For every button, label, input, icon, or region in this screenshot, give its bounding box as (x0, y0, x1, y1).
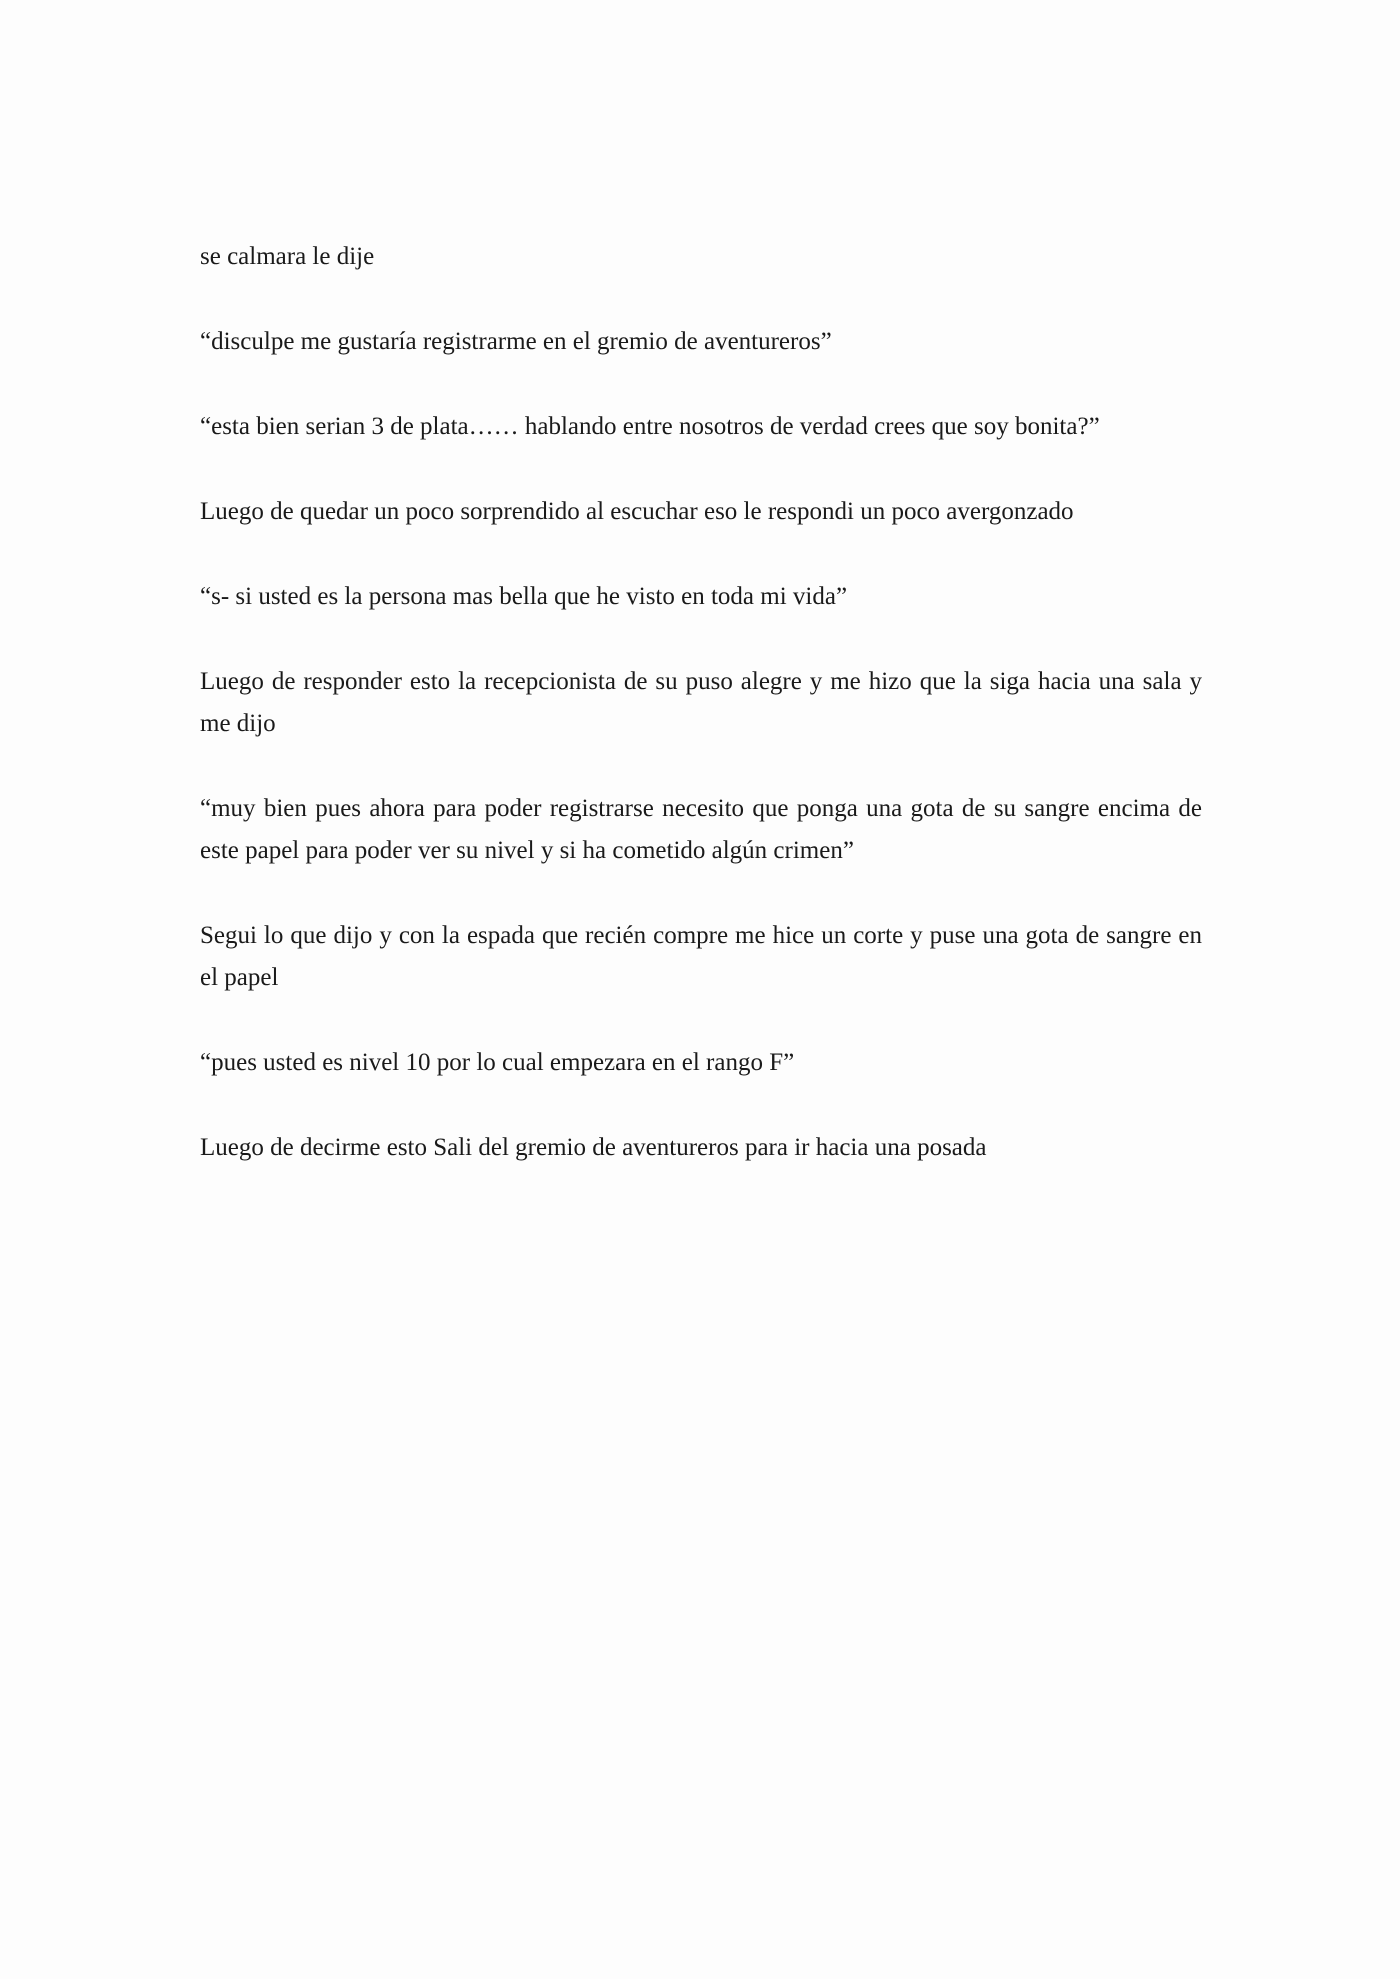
paragraph: “muy bien pues ahora para poder registrarse necesito que ponga una gota de su sangre encima de este papel para poder ver su nivel y si ha cometido algún crimen” (200, 795, 1202, 864)
paragraph: “s- si usted es la persona mas bella que he visto en toda mi vida” (200, 583, 848, 610)
paragraph: Luego de quedar un poco sorprendido al escuchar eso le respondi un poco avergonzado (200, 498, 1074, 525)
paragraph: se calmara le dije (200, 243, 375, 270)
document-body (200, 236, 1202, 1212)
paragraph: Segui lo que dijo y con la espada que recién compre me hice un corte y puse una gota de sangre en el papel (200, 922, 1202, 991)
paragraph: “disculpe me gustaría registrarme en el gremio de aventureros” (200, 328, 832, 355)
paragraph: Luego de decirme esto Sali del gremio de aventureros para ir hacia una posada (200, 1134, 987, 1161)
paragraph: “pues usted es nivel 10 por lo cual empezara en el rango F” (200, 1049, 795, 1076)
paragraph: “esta bien serian 3 de plata…… hablando entre nosotros de verdad crees que soy bonita?” (200, 413, 1100, 440)
paragraph: Luego de responder esto la recepcionista de su puso alegre y me hizo que la siga hacia una sala y me dijo (200, 668, 1202, 737)
